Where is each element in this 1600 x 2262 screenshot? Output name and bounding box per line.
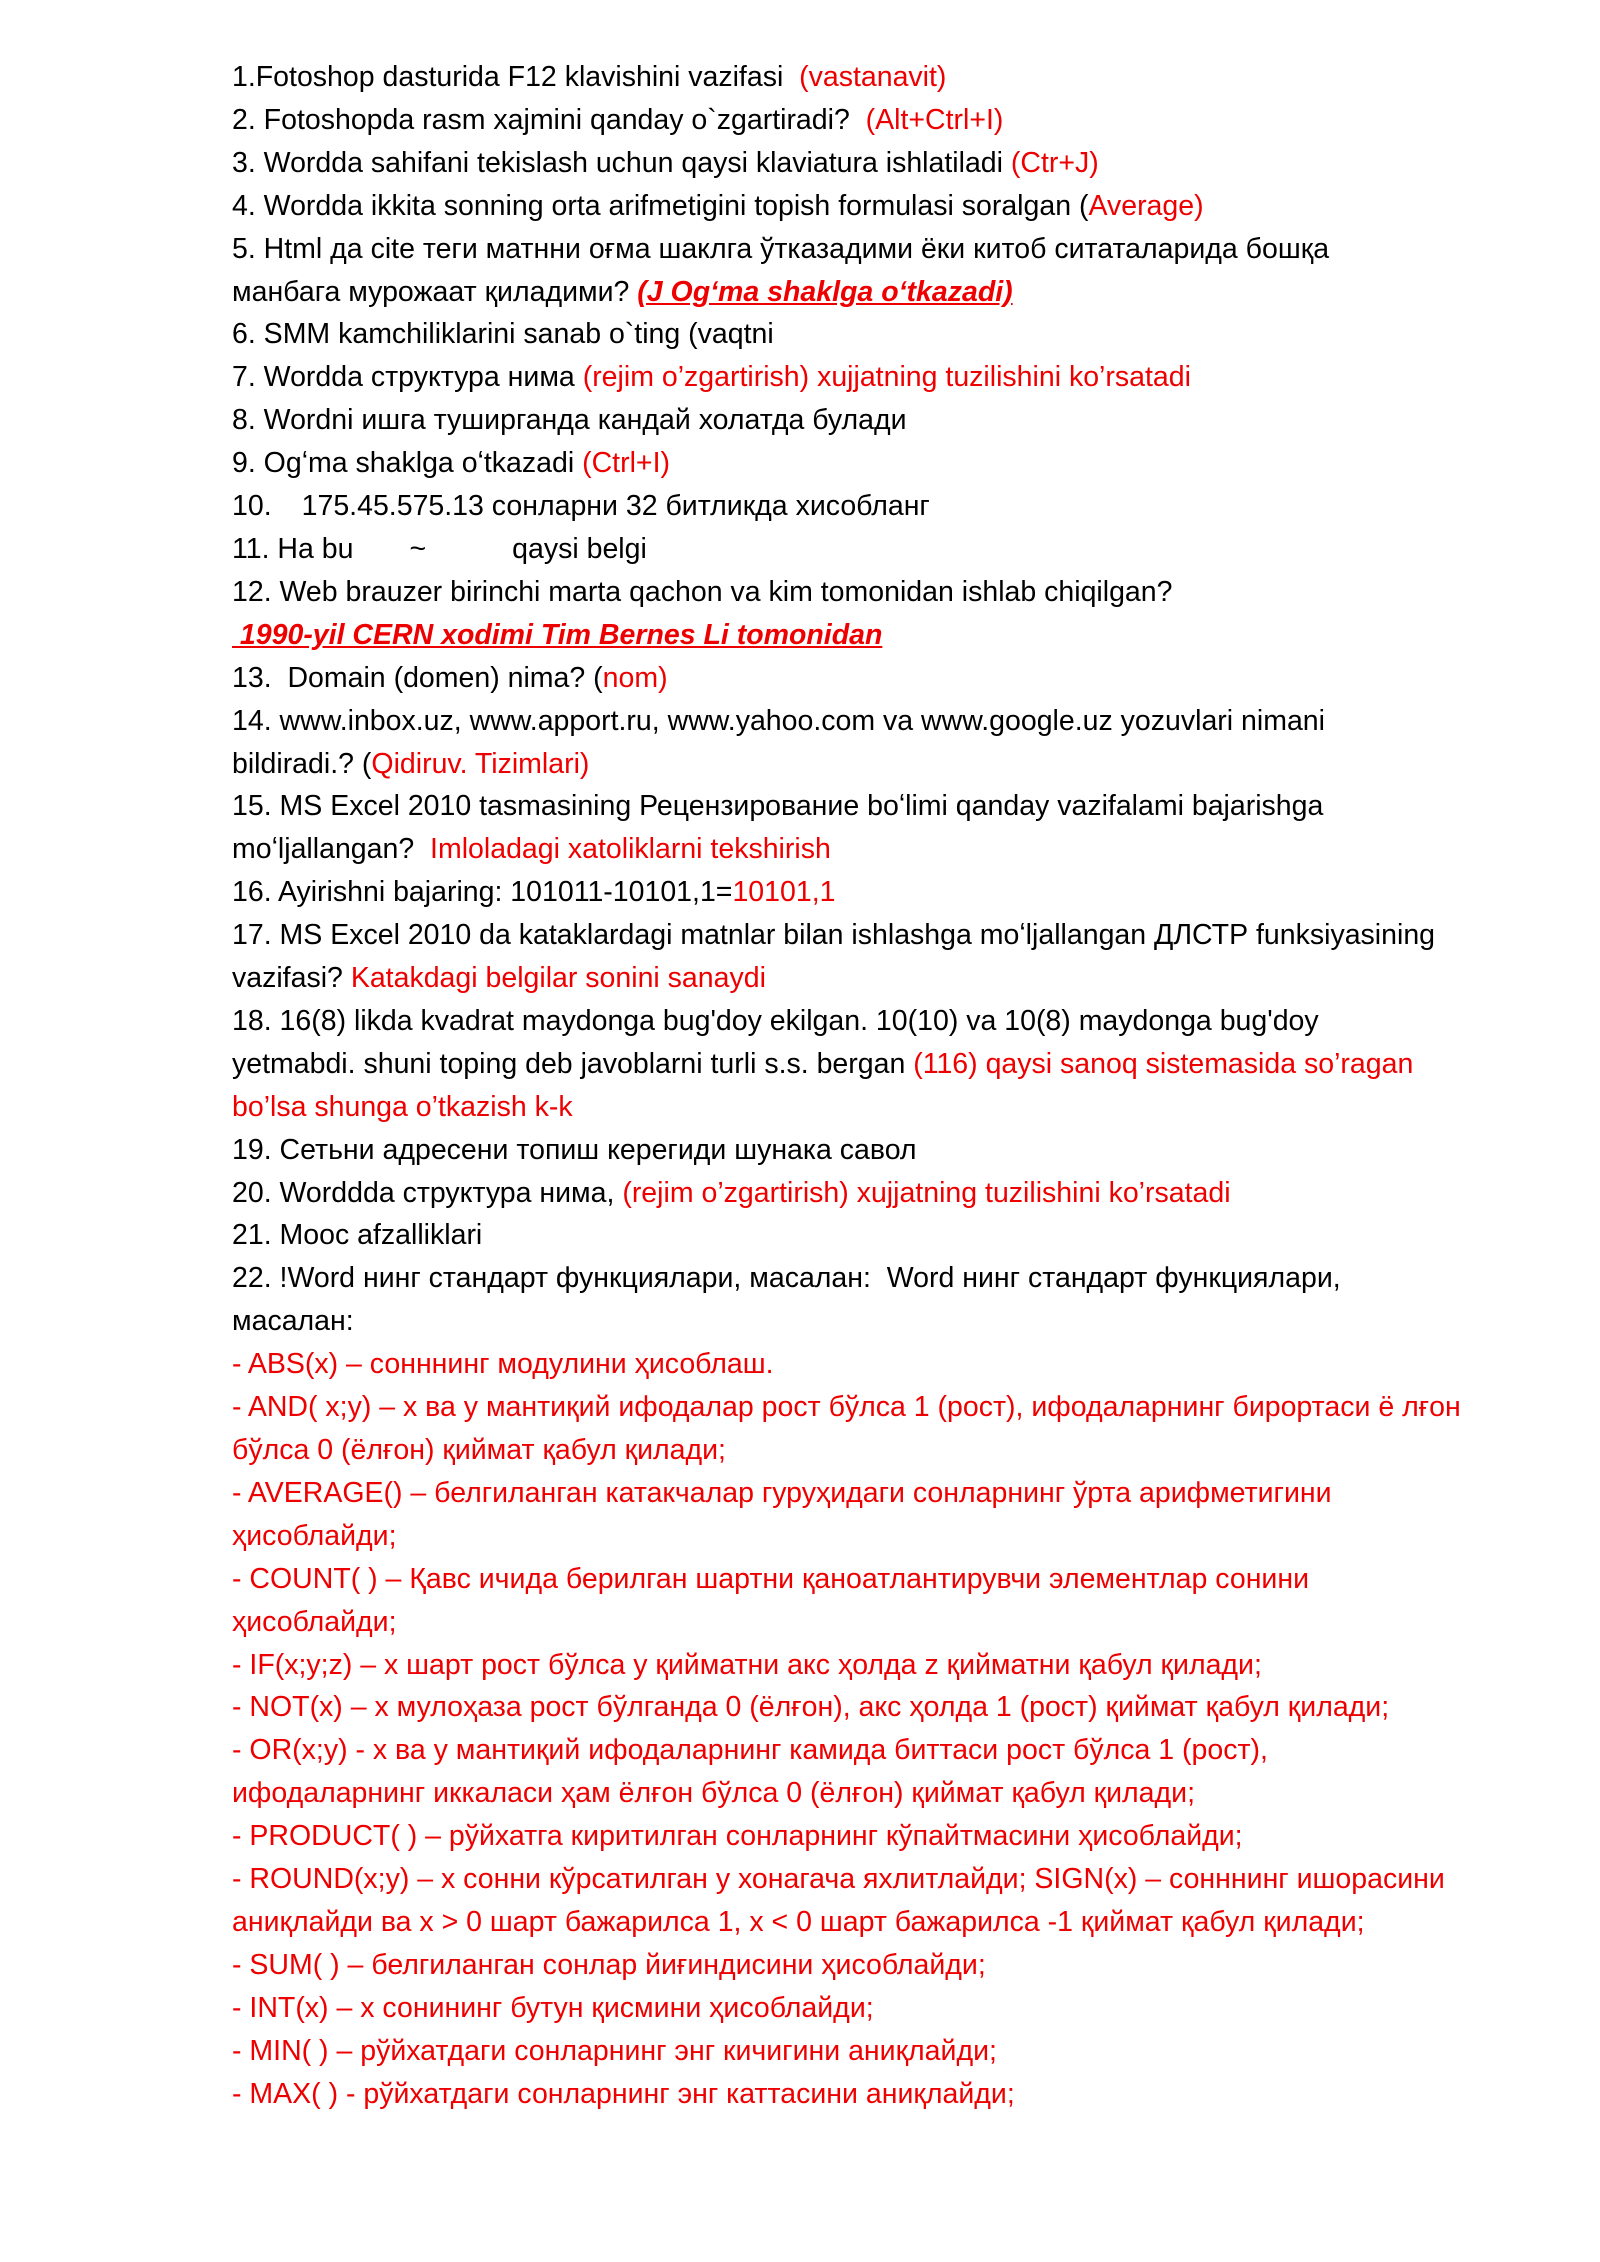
question-text: yetmabdi. shuni toping deb javoblarni turli s.s. bergan xyxy=(232,1047,914,1080)
question-9 xyxy=(232,442,1522,485)
function-line: - INT(x) – x сонининг бутун қисмини ҳисоблайди; xyxy=(232,1991,874,2024)
question-text: масалан: xyxy=(232,1305,354,1338)
function-line: ҳисоблайди; xyxy=(232,1519,397,1552)
question-text: 21. Mooc afzalliklari xyxy=(232,1219,483,1252)
question-text: 20. Worddda структура нима, xyxy=(232,1176,623,1209)
question-text: 175.45.575.13 сонларни 32 битликда хисобланг xyxy=(301,490,930,523)
question-10 xyxy=(232,485,1522,528)
answer-text: nom) xyxy=(602,661,668,694)
question-14-line-2 xyxy=(232,743,1522,786)
answer-text: (Alt+Ctrl+I) xyxy=(865,103,1004,136)
question-3 xyxy=(232,142,1522,185)
question-text: 14. www.inbox.uz, www.apport.ru, www.yahoo.com va www.google.uz yozuvlari nimani xyxy=(232,704,1325,737)
question-6 xyxy=(232,313,1522,356)
question-text: moʻljallangan? xyxy=(232,833,431,866)
function-line: - AVERAGE() – белгиланган катакчалар гуруҳидаги сонларнинг ўрта арифметигини xyxy=(232,1476,1332,1509)
question-18-line-1 xyxy=(232,1000,1522,1043)
question-text: 5. Html да cite теги матнни оғма шаклга ўтказадими ёки китоб ситаталарида бошқа xyxy=(232,232,1330,265)
question-12-answer xyxy=(232,614,1522,657)
function-line: ҳисоблайди; xyxy=(232,1605,397,1638)
question-12 xyxy=(232,571,1522,614)
question-text: bildiradi.? ( xyxy=(232,747,372,780)
function-line: - SUM( ) – белгиланган сонлар йиғиндисини ҳисоблайди; xyxy=(232,1948,986,1981)
question-text: 1.Fotoshop dasturida F12 klavishini vazifasi xyxy=(232,61,800,93)
answer-text: (vastanavit) xyxy=(799,61,947,93)
function-line: аниқлайди ва x > 0 шарт бажарилса 1, x < 0 шарт бажарилса -1 қиймат қабул қилади; xyxy=(232,1905,1365,1938)
answer-text: (rejim o’zgartirish) xujjatning tuzilishini ko’rsatadi xyxy=(582,361,1191,394)
question-text: 19. Сетьни адресени топиш керегиди шунака савол xyxy=(232,1133,917,1166)
question-11 xyxy=(232,528,1522,571)
answer-text: Qidiruv. Tizimlari) xyxy=(371,747,590,780)
question-14-line-1 xyxy=(232,700,1522,743)
answer-text: Average) xyxy=(1088,189,1204,222)
answer-text: Katakdagi belgilar sonini sanaydi xyxy=(350,962,766,995)
tilde-symbol: ~ xyxy=(409,532,427,565)
answer-text: (Ctrl+I) xyxy=(582,447,670,480)
answer-text: (rejim o’zgartirish) xujjatning tuzilishini ko’rsatadi xyxy=(622,1176,1231,1209)
answer-text: 10101,1 xyxy=(732,876,836,909)
function-line: - MIN( ) – рўйхатдаги сонларнинг энг кичигини аниқлайди; xyxy=(232,2034,997,2067)
question-text: 15. MS Excel 2010 tasmasining Рецензирование boʻlimi qanday vazifalami bajarishga xyxy=(232,790,1324,823)
question-22-line-1 xyxy=(232,1257,1522,1300)
question-text: 3. Wordda sahifani tekislash uchun qaysi klaviatura ishlatiladi xyxy=(232,146,1011,179)
question-number: 10. xyxy=(232,490,272,523)
answer-text: bo’lsa shunga o’tkazish k-k xyxy=(232,1090,573,1123)
question-text: qaysi belgi xyxy=(512,532,647,565)
question-1 xyxy=(232,56,1522,99)
question-4 xyxy=(232,185,1522,228)
answer-text: (J Ogʻma shaklga oʻtkazadi) xyxy=(637,275,1013,308)
question-15-line-1 xyxy=(232,785,1522,828)
question-text: 17. MS Excel 2010 da kataklardagi matnlar bilan ishlashga moʻljallangan ДЛСТР funksiyasining xyxy=(232,919,1436,952)
answer-text: 1990-yil CERN xodimi Tim Bernes Li tomonidan xyxy=(232,618,883,651)
question-17-line-1 xyxy=(232,914,1522,957)
question-text: 9. Ogʻma shaklga oʻtkazadi xyxy=(232,447,583,480)
document-page xyxy=(232,56,1522,2116)
question-8 xyxy=(232,399,1522,442)
function-line: - MAX( ) - рўйхатдаги сонларнинг энг каттасини аниқлайди; xyxy=(232,2077,1015,2110)
question-15-line-2 xyxy=(232,828,1522,871)
function-line: - ABS(x) – сонннинг модулини ҳисоблаш. xyxy=(232,1348,774,1381)
question-21 xyxy=(232,1214,1522,1257)
question-text: 6. SMM kamchiliklarini sanab o`ting (vaqtni xyxy=(232,318,774,351)
question-20 xyxy=(232,1172,1522,1215)
question-number: 11. Ha bu xyxy=(232,532,354,565)
question-18-line-3 xyxy=(232,1086,1522,1129)
question-5-line-2 xyxy=(232,271,1522,314)
answer-text: (116) qaysi sanoq sistemasida so’ragan xyxy=(913,1047,1414,1080)
question-22-line-2 xyxy=(232,1300,1522,1343)
function-line: бўлса 0 (ёлғон) қиймат қабул қилади; xyxy=(232,1434,726,1466)
function-line: - IF(x;y;z) – x шарт рост бўлса y қийматни акс ҳолда z қийматни қабул қилади; xyxy=(232,1648,1262,1681)
function-line: ифодаларнинг иккаласи ҳам ёлғон бўлса 0 (ёлғон) қиймат қабул қилади; xyxy=(232,1777,1195,1810)
question-17-line-2 xyxy=(232,957,1522,1000)
question-text: 12. Web brauzer birinchi marta qachon va kim tomonidan ishlab chiqilgan? xyxy=(232,575,1173,608)
answer-text: (Ctr+J) xyxy=(1010,146,1099,179)
question-text: 16. Ayirishni bajaring: 101011-10101,1= xyxy=(232,876,733,909)
question-13 xyxy=(232,657,1522,700)
question-7 xyxy=(232,356,1522,399)
question-text: 7. Wordda структура нима xyxy=(232,361,583,394)
function-line: - AND( x;y) – x ва y мантиқий ифодалар рост бўлса 1 (рост), ифодаларнинг бирортаси ё лғон xyxy=(232,1391,1461,1424)
question-2 xyxy=(232,99,1522,142)
question-text: 2. Fotoshopda rasm xajmini qanday o`zgartiradi? xyxy=(232,103,866,136)
question-text: манбага мурожаат қиладими? xyxy=(232,275,638,308)
question-5-line-1 xyxy=(232,228,1522,271)
question-16 xyxy=(232,871,1522,914)
question-text: 18. 16(8) likda kvadrat maydonga bug'doy ekilgan. 10(10) va 10(8) maydonga bug'doy xyxy=(232,1004,1319,1037)
function-line: - ROUND(x;y) – x сонни кўрсатилган y хонагача яхлитлайди; SIGN(x) – сонннинг ишорасини xyxy=(232,1863,1445,1896)
question-text: 8. Wordni ишга туширганда кандай холатда булади xyxy=(232,404,907,437)
function-line: - OR(x;y) - x ва y мантиқий ифодаларнинг камида биттаси рост бўлса 1 (рост), xyxy=(232,1734,1268,1767)
question-text: 4. Wordda ikkita sonning orta arifmetigini topish formulasi soralgan ( xyxy=(232,189,1089,222)
function-line: - NOT(x) – x мулоҳаза рост бўлганда 0 (ёлғон), акс ҳолда 1 (рост) қиймат қабул қилади; xyxy=(232,1691,1390,1724)
function-line: - PRODUCT( ) – рўйхатга киритилган сонларнинг кўпайтмасини ҳисоблайди; xyxy=(232,1820,1243,1853)
function-line: - COUNT( ) – Қавс ичида берилган шартни қаноатлантирувчи элементлар сонини xyxy=(232,1562,1310,1595)
question-19 xyxy=(232,1129,1522,1172)
question-18-line-2 xyxy=(232,1043,1522,1086)
answer-text: Imloladagi xatoliklarni tekshirish xyxy=(430,833,831,866)
question-text: 22. !Word нинг стандарт функциялари, масалан: Word нинг стандарт функциялари, xyxy=(232,1262,1341,1295)
question-text: vazifasi? xyxy=(232,962,351,995)
question-text: 13. Domain (domen) nima? ( xyxy=(232,661,603,694)
